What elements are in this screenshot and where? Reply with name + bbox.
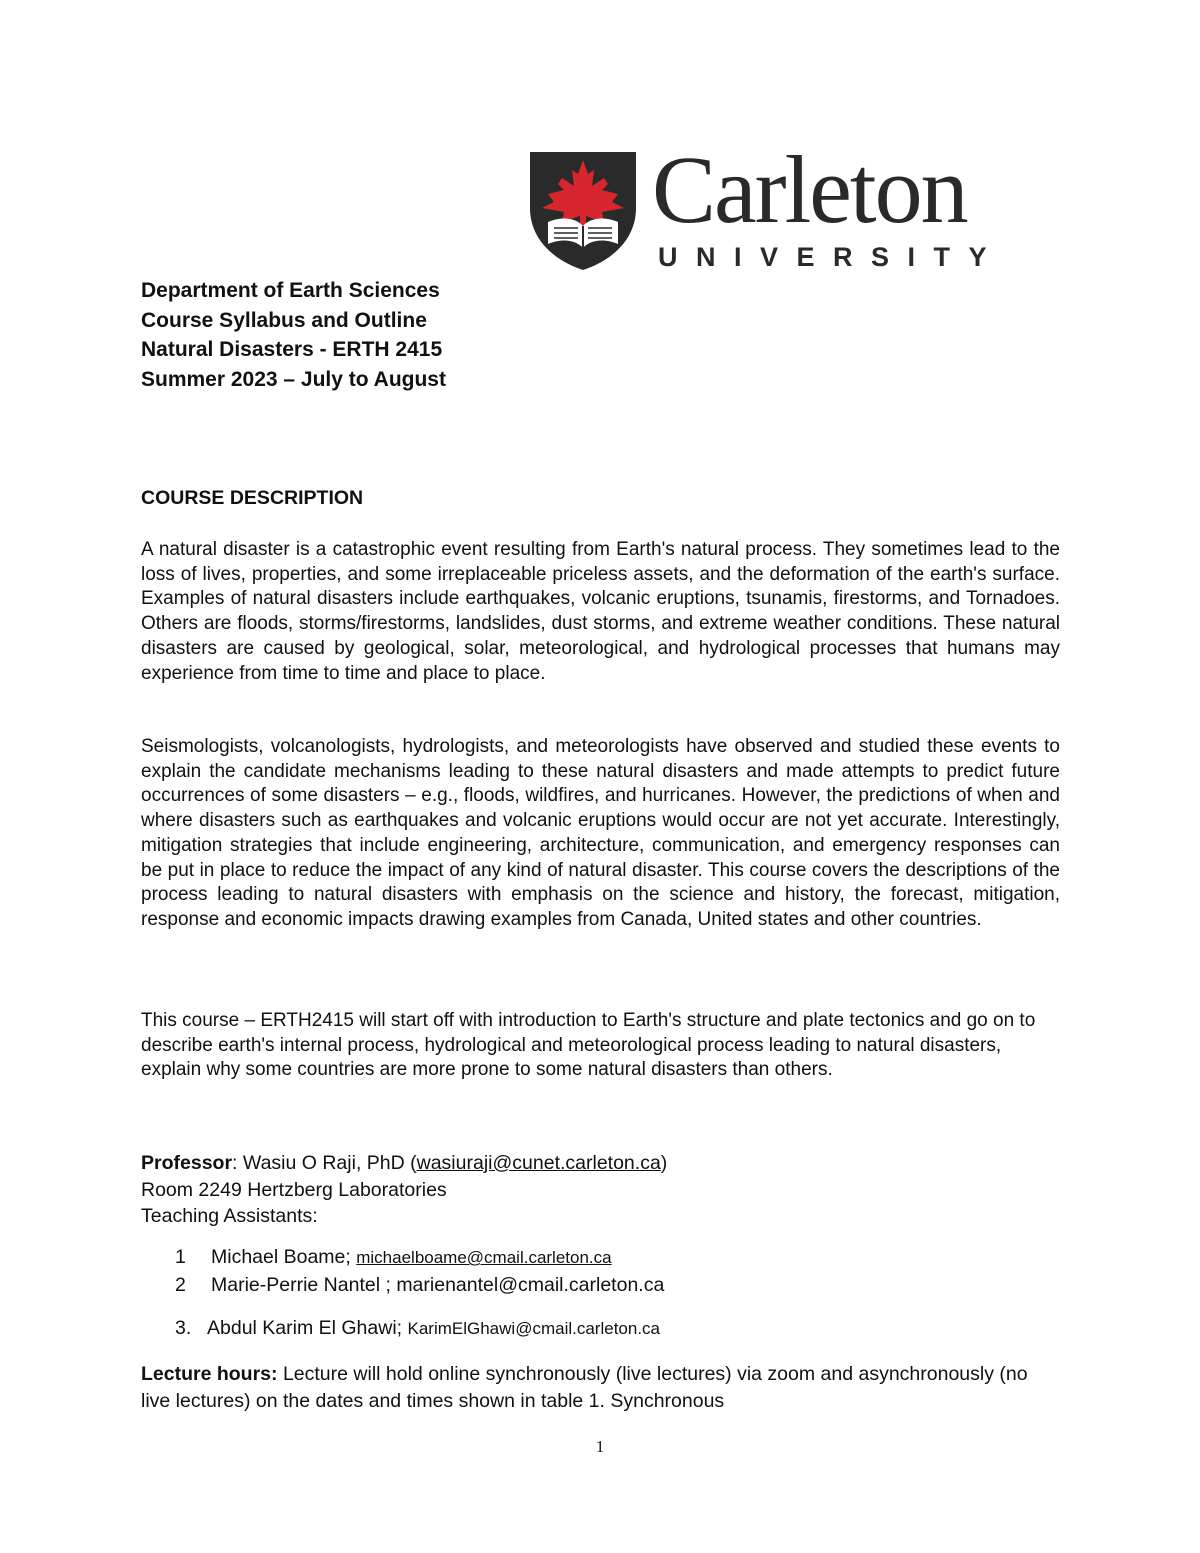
ta-name: Marie-Perrie Nantel ; (211, 1274, 397, 1296)
ta-number: 2 (175, 1274, 186, 1296)
page-number: 1 (595, 1437, 605, 1456)
ta-number: 3. (175, 1317, 192, 1339)
ta-name: Michael Boame; (211, 1246, 357, 1268)
professor-close-paren: ) (660, 1152, 668, 1174)
ta-number: 1 (175, 1246, 186, 1268)
professor-line: Professor: Wasiu O Raji, PhD (wasiuraji@cunet.carleton.ca) (141, 1152, 668, 1174)
logo-wordmark: Carleton (652, 136, 967, 243)
ta-name: Abdul Karim El Ghawi; (207, 1317, 408, 1339)
logo-subword: UNIVERSITY (658, 242, 1006, 272)
carleton-shield-icon (528, 150, 638, 272)
ta-email-link[interactable]: michaelboame@cmail.carleton.ca (356, 1248, 612, 1267)
ta-email: marienantel@cmail.carleton.ca (396, 1274, 665, 1296)
syllabus-title: Course Syllabus and Outline (141, 308, 427, 332)
professor-label: Professor (141, 1152, 233, 1174)
term-title: Summer 2023 – July to August (141, 367, 446, 391)
lecture-hours-text: Lecture will hold online synchronously (live lectures) via zoom and asynchronously (no live lectures) on the dates and times shown in table 1. Synchronous (141, 1363, 1028, 1412)
ta-list-item (175, 1317, 660, 1340)
lecture-hours-label: Lecture hours: (141, 1363, 278, 1385)
teaching-assistants-label: Teaching Assistants: (141, 1205, 318, 1227)
ta-email: KarimElGhawi@cmail.carleton.ca (407, 1319, 661, 1338)
professor-name: Wasiu O Raji, PhD ( (242, 1152, 417, 1174)
document-header (141, 276, 446, 394)
professor-block (141, 1150, 667, 1230)
lecture-hours-paragraph (141, 1361, 1061, 1415)
description-paragraph-1: A natural disaster is a catastrophic event resulting from Earth's natural process. They sometimes lead to the loss of lives, properties, and some irreplaceable priceless assets, and the deformation of the earth's surface. Examples of natural disasters include earthquakes, volcanic eruptions, tsunamis, firestorms, and Tornadoes. Others are floods, storms/firestorms, landslides, dust storms, and extreme weather conditions. These natural disasters are caused by geological, solar, meteorological, and hydrological processes that humans may experience from time to time and place to place. (141, 539, 1060, 684)
ta-list-item (175, 1274, 664, 1297)
course-description-heading: COURSE DESCRIPTION (141, 487, 364, 509)
course-title: Natural Disasters - ERTH 2415 (141, 338, 443, 361)
description-paragraph-3: This course – ERTH2415 will start off with introduction to Earth's structure and plate tectonics and go on to describe earth's internal process, hydrological and meteorological process leading to natural disasters, explain why some countries are more prone to some natural disasters than others. (141, 1010, 1036, 1081)
professor-room: Room 2249 Hertzberg Laboratories (141, 1178, 447, 1201)
department-title: Department of Earth Sciences (141, 279, 440, 302)
description-paragraph-2: Seismologists, volcanologists, hydrologists, and meteorologists have observed and studied these events to explain the candidate mechanisms leading to these natural disasters and made attempts to predict future occurrences of some disasters – e.g., floods, wildfires, and hurricanes. However, the predictions of when and where disasters such as earthquakes and volcanic eruptions would occur are not yet accurate. Interestingly, mitigation strategies that include engineering, architecture, communication, and emergency responses can be put in place to reduce the impact of any kind of natural disaster. This course covers the descriptions of the process leading to natural disasters with emphasis on the science and history, the forecast, mitigation, response and economic impacts drawing examples from Canada, United states and other countries. (141, 736, 1060, 930)
professor-email-link[interactable]: wasiuraji@cunet.carleton.ca (416, 1152, 661, 1174)
ta-list-item (175, 1246, 612, 1269)
